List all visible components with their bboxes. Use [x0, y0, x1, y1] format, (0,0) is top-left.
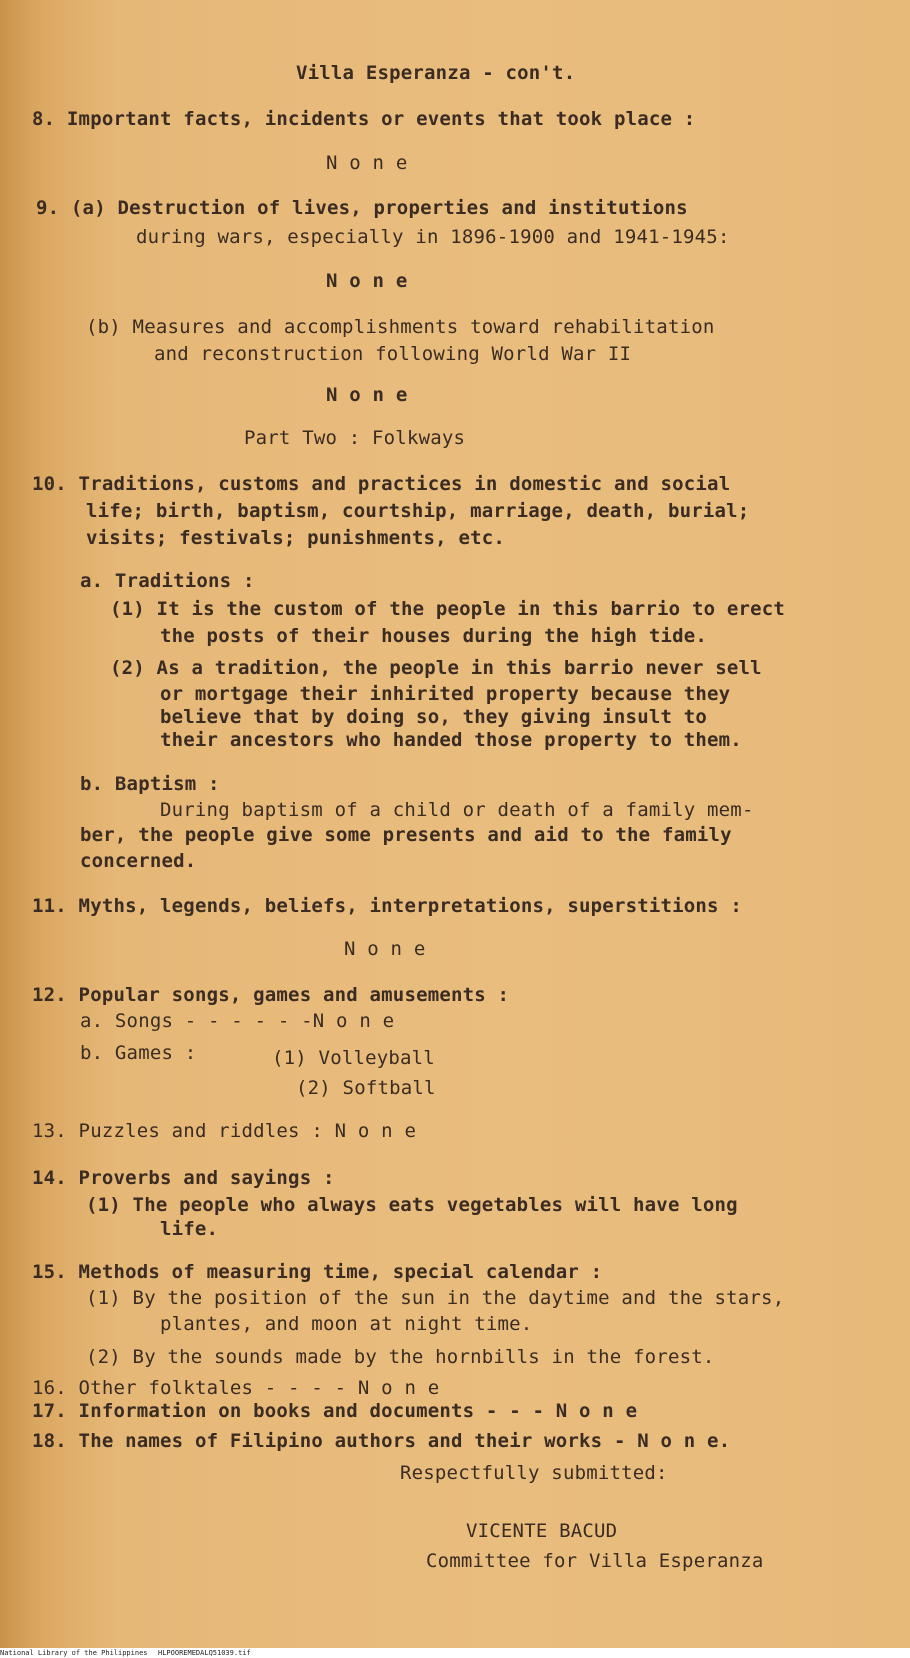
item-12-games-label: b. Games :: [80, 1042, 197, 1064]
item-10a2-line1: (2) As a tradition, the people in this barrio never sell: [110, 657, 762, 679]
item-12-label: 12. Popular songs, games and amusements :: [32, 984, 510, 1006]
item-9a-answer: N o n e: [326, 270, 408, 292]
item-10a2-line2: or mortgage their inhirited property because they: [160, 683, 731, 705]
item-14-label: 14. Proverbs and sayings :: [32, 1167, 335, 1189]
item-15-m1-line1: (1) By the position of the sun in the daytime and the stars,: [86, 1287, 785, 1309]
signature-title: Committee for Villa Esperanza: [426, 1550, 764, 1572]
item-9a-line1: 9. (a) Destruction of lives, properties and institutions: [36, 197, 688, 219]
item-10b-label: b. Baptism :: [80, 773, 220, 795]
item-10b-line2: ber, the people give some presents and aid to the family: [80, 824, 732, 846]
item-9b-line2: and reconstruction following World War II: [154, 343, 632, 365]
item-11-label: 11. Myths, legends, beliefs, interpretations, superstitions :: [32, 895, 742, 917]
item-9b-answer: N o n e: [326, 384, 408, 406]
item-10a-label: a. Traditions :: [80, 570, 255, 592]
item-13: 13. Puzzles and riddles : N o n e: [32, 1120, 417, 1142]
item-10a1-line2: the posts of their houses during the high tide.: [160, 625, 708, 647]
scan-footer: [0, 1648, 910, 1658]
item-12-songs: a. Songs - - - - - -N o n e: [80, 1010, 395, 1032]
item-8-label: 8. Important facts, incidents or events that took place :: [32, 108, 696, 130]
item-18: 18. The names of Filipino authors and their works - N o n e.: [32, 1430, 731, 1452]
item-16: 16. Other folktales - - - - N o n e: [32, 1377, 440, 1399]
item-10a1-line1: (1) It is the custom of the people in this barrio to erect: [110, 598, 786, 620]
item-10a2-line4: their ancestors who handed those property to them.: [160, 729, 742, 751]
item-15-label: 15. Methods of measuring time, special calendar :: [32, 1261, 603, 1283]
item-11-answer: N o n e: [344, 938, 426, 960]
item-12-game-1: (1) Volleyball: [272, 1047, 435, 1069]
signature-name: VICENTE BACUD: [466, 1520, 618, 1542]
item-14-p1-line1: (1) The people who always eats vegetables will have long: [86, 1194, 738, 1216]
item-10-line1: 10. Traditions, customs and practices in domestic and social: [32, 473, 731, 495]
item-17: 17. Information on books and documents - - - N o n e: [32, 1400, 638, 1422]
part-two-heading: Part Two : Folkways: [244, 427, 466, 449]
footer-filename: HLPOOREMEDALQ51039.tif: [158, 1649, 251, 1657]
item-15-m2: (2) By the sounds made by the hornbills in the forest.: [86, 1346, 715, 1368]
item-10b-line1: During baptism of a child or death of a family mem-: [160, 799, 754, 821]
item-9a-line2: during wars, especially in 1896-1900 and 1941-1945:: [136, 226, 730, 248]
item-10b-line3: concerned.: [80, 850, 197, 872]
item-12-game-2: (2) Softball: [296, 1077, 436, 1099]
item-10-line3: visits; festivals; punishments, etc.: [86, 527, 506, 549]
item-8-answer: N o n e: [326, 152, 408, 174]
item-10a2-line3: believe that by doing so, they giving insult to: [160, 706, 708, 728]
item-10-line2: life; birth, baptism, courtship, marriage, death, burial;: [86, 500, 750, 522]
item-14-p1-line2: life.: [160, 1218, 219, 1240]
signature-closing: Respectfully submitted:: [400, 1462, 668, 1484]
item-9b-line1: (b) Measures and accomplishments toward rehabilitation: [86, 316, 715, 338]
page-header: Villa Esperanza - con't.: [296, 62, 576, 84]
footer-library: National Library of the Philippines: [0, 1649, 148, 1657]
item-15-m1-line2: plantes, and moon at night time.: [160, 1313, 533, 1335]
